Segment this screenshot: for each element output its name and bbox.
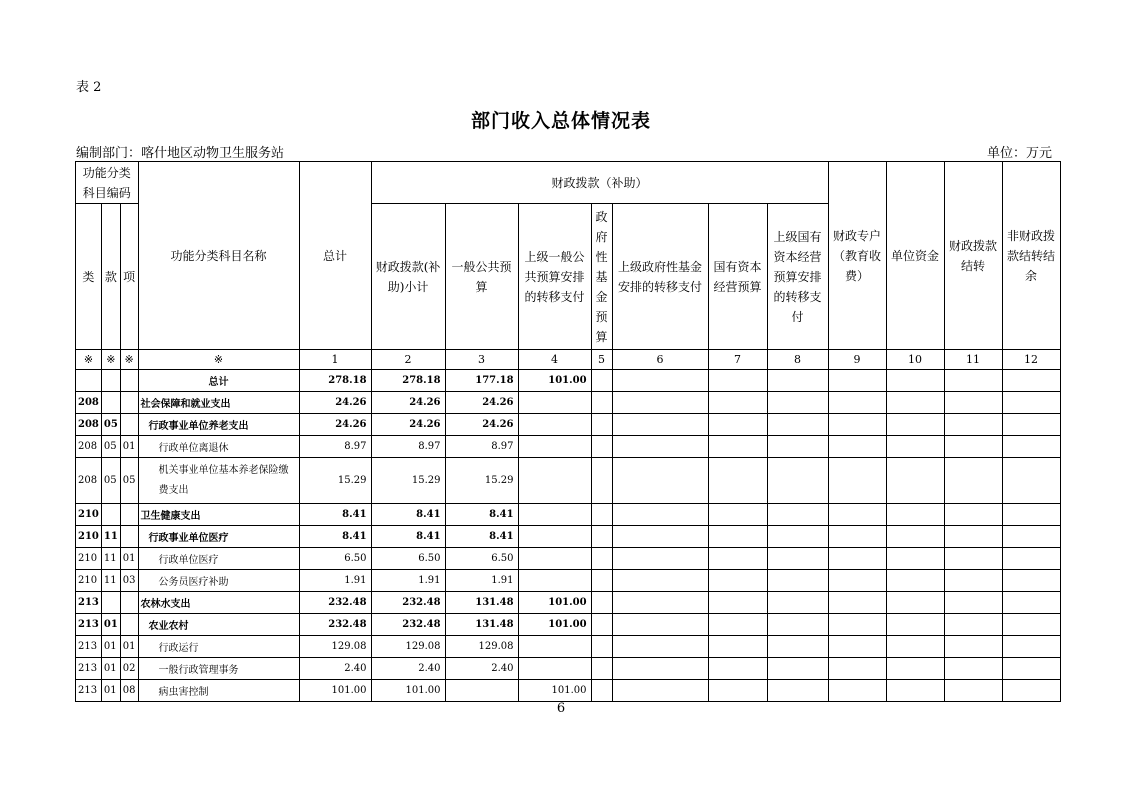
cell-total: 24.26 (299, 414, 371, 436)
cell-xiang: 05 (120, 458, 138, 504)
header-unit-funds: 单位资金 (886, 162, 944, 350)
cell-general-budget: 177.18 (445, 370, 518, 392)
cell-empty (886, 614, 944, 636)
cell-lei: 210 (76, 504, 102, 526)
cell-empty (1002, 548, 1060, 570)
cell-general-budget: 8.41 (445, 526, 518, 548)
cell-lei: 213 (76, 636, 102, 658)
cell-name: 农林水支出 (138, 592, 299, 614)
cell-empty (828, 504, 886, 526)
cell-xiang (120, 414, 138, 436)
cell-empty (591, 680, 612, 702)
header-fiscal-group: 财政拨款（补助） (371, 162, 828, 204)
table-row (76, 570, 1061, 592)
cell-empty (886, 570, 944, 592)
cell-empty (708, 414, 767, 436)
cell-fiscal-subtotal: 6.50 (371, 548, 445, 570)
cell-empty (708, 680, 767, 702)
cell-empty (944, 548, 1002, 570)
cell-lei: 213 (76, 658, 102, 680)
cell-empty (886, 392, 944, 414)
cell-total: 8.97 (299, 436, 371, 458)
header-func-name: 功能分类科目名称 (138, 162, 299, 350)
cell-lei: 210 (76, 570, 102, 592)
cell-name: 农业农村 (138, 614, 299, 636)
cell-name: 卫生健康支出 (138, 504, 299, 526)
cell-empty (591, 392, 612, 414)
index-cell: 6 (612, 350, 708, 370)
cell-empty (828, 658, 886, 680)
cell-upper-general-transfer (518, 658, 591, 680)
index-cell: 12 (1002, 350, 1060, 370)
cell-general-budget: 8.41 (445, 504, 518, 526)
cell-empty (767, 636, 828, 658)
cell-upper-general-transfer: 101.00 (518, 614, 591, 636)
cell-general-budget: 24.26 (445, 414, 518, 436)
cell-empty (708, 592, 767, 614)
cell-empty (612, 414, 708, 436)
index-cell: 5 (591, 350, 612, 370)
cell-empty (767, 370, 828, 392)
income-table (75, 161, 1061, 702)
table-row (76, 504, 1061, 526)
index-cell: 11 (944, 350, 1002, 370)
index-cell: ※ (76, 350, 102, 370)
cell-kuan (101, 504, 120, 526)
cell-upper-general-transfer: 101.00 (518, 592, 591, 614)
cell-empty (886, 680, 944, 702)
cell-empty (612, 614, 708, 636)
cell-name: 社会保障和就业支出 (138, 392, 299, 414)
cell-empty (767, 504, 828, 526)
cell-xiang: 01 (120, 636, 138, 658)
cell-xiang: 01 (120, 548, 138, 570)
cell-xiang (120, 392, 138, 414)
cell-total: 232.48 (299, 592, 371, 614)
cell-general-budget: 129.08 (445, 636, 518, 658)
cell-lei: 208 (76, 414, 102, 436)
cell-name: 行政单位离退休 (138, 436, 299, 458)
cell-empty (944, 392, 1002, 414)
table-row (76, 636, 1061, 658)
cell-empty (944, 614, 1002, 636)
cell-empty (612, 680, 708, 702)
cell-empty (1002, 636, 1060, 658)
cell-empty (612, 636, 708, 658)
cell-empty (828, 592, 886, 614)
cell-empty (767, 458, 828, 504)
cell-xiang (120, 614, 138, 636)
cell-upper-general-transfer (518, 548, 591, 570)
cell-xiang (120, 526, 138, 548)
cell-fiscal-subtotal: 24.26 (371, 392, 445, 414)
cell-empty (767, 436, 828, 458)
index-cell: 4 (518, 350, 591, 370)
cell-kuan: 01 (101, 636, 120, 658)
cell-empty (828, 548, 886, 570)
table-row (76, 548, 1061, 570)
cell-name: 行政事业单位医疗 (138, 526, 299, 548)
cell-total: 129.08 (299, 636, 371, 658)
cell-empty (612, 592, 708, 614)
cell-empty (612, 526, 708, 548)
cell-empty (944, 570, 1002, 592)
cell-empty (828, 636, 886, 658)
cell-empty (591, 614, 612, 636)
cell-empty (828, 436, 886, 458)
cell-lei: 213 (76, 680, 102, 702)
header-lei: 类 (76, 204, 102, 350)
index-cell: 1 (299, 350, 371, 370)
cell-name: 一般行政管理事务 (138, 658, 299, 680)
cell-general-budget: 131.48 (445, 592, 518, 614)
cell-empty (886, 592, 944, 614)
cell-xiang: 01 (120, 436, 138, 458)
cell-empty (886, 504, 944, 526)
cell-empty (944, 658, 1002, 680)
cell-lei (76, 370, 102, 392)
cell-lei: 208 (76, 458, 102, 504)
cell-total: 1.91 (299, 570, 371, 592)
cell-empty (828, 614, 886, 636)
cell-empty (708, 614, 767, 636)
cell-empty (944, 526, 1002, 548)
table-row (76, 370, 1061, 392)
cell-lei: 210 (76, 548, 102, 570)
cell-empty (886, 370, 944, 392)
index-cell: 3 (445, 350, 518, 370)
cell-upper-general-transfer (518, 504, 591, 526)
cell-empty (1002, 658, 1060, 680)
cell-empty (886, 436, 944, 458)
cell-empty (886, 414, 944, 436)
cell-empty (612, 436, 708, 458)
index-cell: 10 (886, 350, 944, 370)
cell-empty (944, 436, 1002, 458)
cell-lei: 213 (76, 592, 102, 614)
cell-kuan: 05 (101, 458, 120, 504)
table-row (76, 680, 1061, 702)
cell-empty (767, 658, 828, 680)
cell-empty (828, 458, 886, 504)
cell-empty (612, 548, 708, 570)
cell-kuan: 11 (101, 570, 120, 592)
cell-empty (1002, 458, 1060, 504)
table-row (76, 658, 1061, 680)
cell-empty (828, 526, 886, 548)
cell-name: 公务员医疗补助 (138, 570, 299, 592)
cell-empty (1002, 570, 1060, 592)
cell-total: 278.18 (299, 370, 371, 392)
index-cell: ※ (120, 350, 138, 370)
cell-empty (886, 526, 944, 548)
cell-fiscal-subtotal: 15.29 (371, 458, 445, 504)
header-upper-fund-transfer: 上级政府性基金安排的转移支付 (612, 204, 708, 350)
cell-empty (944, 504, 1002, 526)
unit-label: 单位：万元 (986, 146, 1052, 161)
cell-fiscal-subtotal: 278.18 (371, 370, 445, 392)
cell-xiang: 02 (120, 658, 138, 680)
cell-kuan: 11 (101, 548, 120, 570)
cell-empty (591, 636, 612, 658)
cell-lei: 213 (76, 614, 102, 636)
cell-empty (1002, 614, 1060, 636)
header-xiang: 项 (120, 204, 138, 350)
cell-empty (944, 592, 1002, 614)
cell-upper-general-transfer: 101.00 (518, 370, 591, 392)
cell-empty (612, 570, 708, 592)
cell-empty (1002, 370, 1060, 392)
cell-name: 行政事业单位养老支出 (138, 414, 299, 436)
index-cell: 9 (828, 350, 886, 370)
cell-empty (591, 436, 612, 458)
cell-total: 101.00 (299, 680, 371, 702)
header-fiscal-carryover: 财政拨款结转 (944, 162, 1002, 350)
cell-general-budget (445, 680, 518, 702)
cell-empty (591, 592, 612, 614)
cell-upper-general-transfer: 101.00 (518, 680, 591, 702)
cell-empty (944, 414, 1002, 436)
cell-empty (708, 548, 767, 570)
cell-kuan: 05 (101, 436, 120, 458)
cell-kuan: 11 (101, 526, 120, 548)
cell-empty (1002, 526, 1060, 548)
page-number: 6 (556, 701, 566, 716)
cell-total: 8.41 (299, 526, 371, 548)
table-row (76, 614, 1061, 636)
cell-name: 机关事业单位基本养老保险缴费支出 (138, 458, 299, 504)
cell-empty (1002, 680, 1060, 702)
cell-upper-general-transfer (518, 414, 591, 436)
cell-empty (612, 392, 708, 414)
header-special-edu: 财政专户（教育收费） (828, 162, 886, 350)
cell-empty (886, 636, 944, 658)
cell-xiang (120, 592, 138, 614)
cell-total: 24.26 (299, 392, 371, 414)
cell-fiscal-subtotal: 8.41 (371, 504, 445, 526)
table-tag: 表 2 (76, 80, 102, 95)
cell-fiscal-subtotal: 232.48 (371, 614, 445, 636)
cell-xiang: 03 (120, 570, 138, 592)
cell-empty (767, 680, 828, 702)
cell-empty (591, 658, 612, 680)
cell-kuan (101, 592, 120, 614)
header-total: 总计 (299, 162, 371, 350)
cell-empty (944, 636, 1002, 658)
cell-empty (886, 658, 944, 680)
cell-empty (591, 504, 612, 526)
cell-kuan (101, 392, 120, 414)
cell-empty (1002, 436, 1060, 458)
cell-kuan: 05 (101, 414, 120, 436)
cell-general-budget: 24.26 (445, 392, 518, 414)
cell-xiang (120, 370, 138, 392)
cell-lei: 210 (76, 526, 102, 548)
cell-fiscal-subtotal: 8.97 (371, 436, 445, 458)
compiling-department: 编制部门：喀什地区动物卫生服务站 (76, 146, 285, 161)
header-upper-capital-transfer: 上级国有资本经营预算安排的转移支付 (767, 204, 828, 350)
cell-empty (944, 680, 1002, 702)
cell-general-budget: 1.91 (445, 570, 518, 592)
cell-upper-general-transfer (518, 636, 591, 658)
cell-upper-general-transfer (518, 392, 591, 414)
table-row (76, 526, 1061, 548)
index-cell: 8 (767, 350, 828, 370)
cell-empty (828, 392, 886, 414)
cell-empty (591, 570, 612, 592)
cell-upper-general-transfer (518, 458, 591, 504)
cell-empty (828, 570, 886, 592)
cell-general-budget: 2.40 (445, 658, 518, 680)
cell-upper-general-transfer (518, 570, 591, 592)
index-cell: ※ (101, 350, 120, 370)
cell-name: 总计 (138, 370, 299, 392)
table-row (76, 414, 1061, 436)
cell-fiscal-subtotal: 232.48 (371, 592, 445, 614)
cell-empty (612, 658, 708, 680)
cell-general-budget: 8.97 (445, 436, 518, 458)
cell-empty (708, 526, 767, 548)
header-kuan: 款 (101, 204, 120, 350)
cell-empty (591, 526, 612, 548)
page-title: 部门收入总体情况表 (470, 110, 651, 132)
cell-empty (708, 458, 767, 504)
cell-upper-general-transfer (518, 436, 591, 458)
cell-empty (767, 614, 828, 636)
cell-name: 病虫害控制 (138, 680, 299, 702)
cell-empty (612, 458, 708, 504)
cell-empty (767, 414, 828, 436)
cell-upper-general-transfer (518, 526, 591, 548)
cell-empty (591, 458, 612, 504)
cell-general-budget: 131.48 (445, 614, 518, 636)
cell-empty (591, 548, 612, 570)
cell-fiscal-subtotal: 24.26 (371, 414, 445, 436)
cell-empty (708, 658, 767, 680)
cell-empty (708, 392, 767, 414)
cell-empty (1002, 392, 1060, 414)
cell-general-budget: 6.50 (445, 548, 518, 570)
cell-empty (612, 504, 708, 526)
cell-empty (828, 680, 886, 702)
cell-empty (591, 414, 612, 436)
cell-fiscal-subtotal: 129.08 (371, 636, 445, 658)
cell-empty (708, 436, 767, 458)
cell-kuan: 01 (101, 658, 120, 680)
cell-total: 8.41 (299, 504, 371, 526)
cell-xiang (120, 504, 138, 526)
cell-empty (612, 370, 708, 392)
header-fiscal-subtotal: 财政拨款(补助)小计 (371, 204, 445, 350)
cell-empty (767, 392, 828, 414)
cell-empty (944, 458, 1002, 504)
table-row (76, 592, 1061, 614)
index-cell: ※ (138, 350, 299, 370)
cell-empty (767, 526, 828, 548)
cell-empty (767, 570, 828, 592)
cell-xiang: 08 (120, 680, 138, 702)
cell-kuan: 01 (101, 680, 120, 702)
cell-kuan (101, 370, 120, 392)
header-func-code: 功能分类科目编码 (76, 162, 139, 204)
cell-empty (767, 548, 828, 570)
cell-name: 行政单位医疗 (138, 548, 299, 570)
cell-total: 6.50 (299, 548, 371, 570)
cell-fiscal-subtotal: 1.91 (371, 570, 445, 592)
header-general-budget: 一般公共预算 (445, 204, 518, 350)
cell-empty (1002, 504, 1060, 526)
cell-empty (1002, 414, 1060, 436)
cell-total: 15.29 (299, 458, 371, 504)
cell-kuan: 01 (101, 614, 120, 636)
cell-empty (828, 414, 886, 436)
table-row (76, 458, 1061, 504)
cell-empty (591, 370, 612, 392)
header-upper-general-transfer: 上级一般公共预算安排的转移支付 (518, 204, 591, 350)
index-row (76, 350, 1061, 370)
table-row (76, 436, 1061, 458)
cell-lei: 208 (76, 436, 102, 458)
cell-name: 行政运行 (138, 636, 299, 658)
cell-empty (708, 570, 767, 592)
cell-empty (1002, 592, 1060, 614)
header-state-capital: 国有资本经营预算 (708, 204, 767, 350)
cell-empty (708, 636, 767, 658)
cell-empty (944, 370, 1002, 392)
cell-empty (708, 370, 767, 392)
cell-empty (708, 504, 767, 526)
cell-total: 2.40 (299, 658, 371, 680)
cell-general-budget: 15.29 (445, 458, 518, 504)
cell-empty (886, 458, 944, 504)
index-cell: 7 (708, 350, 767, 370)
cell-fiscal-subtotal: 8.41 (371, 526, 445, 548)
header-nonfiscal-carryover: 非财政拨款结转结余 (1002, 162, 1060, 350)
cell-fiscal-subtotal: 101.00 (371, 680, 445, 702)
table-row (76, 392, 1061, 414)
cell-lei: 208 (76, 392, 102, 414)
cell-empty (767, 592, 828, 614)
header-gov-fund: 政府性基金预算 (591, 204, 612, 350)
cell-empty (886, 548, 944, 570)
index-cell: 2 (371, 350, 445, 370)
cell-empty (828, 370, 886, 392)
cell-fiscal-subtotal: 2.40 (371, 658, 445, 680)
cell-total: 232.48 (299, 614, 371, 636)
